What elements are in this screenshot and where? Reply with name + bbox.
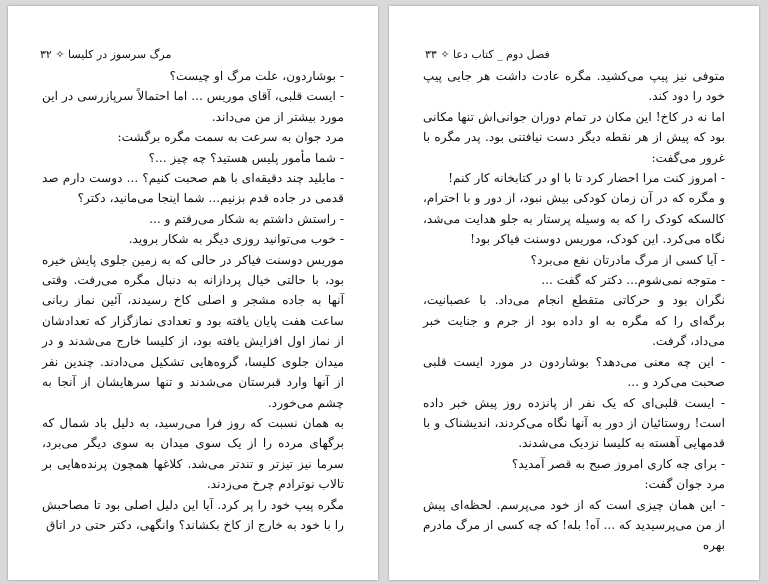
paragraph: - متوجه نمی‌شوم... دکتر که گفت ... [541,273,725,288]
paragraph: به همان نسبت که روز فرا می‌رسید، به دلیل باد شمال که برگهای مرده را از یک سوی میدان به سوی دیگر می‌برد، سرما نیز تیزتر و تندتر می‌شد. کلاغها همچون پرنده‌هایی بر تالاب نوترادم چرخ می‌زدند. [42,415,344,492]
paragraph: اما نه در کاخ! این مکان در تمام دوران جوانی‌اش تنها مکانی بود که پیش از هر نقطه دیگر دست نیافتنی بود. پدر مگره با غرور می‌گفت: [423,109,725,165]
left-page-body [42,66,344,535]
paragraph: - ایست قلبی‌ای که یک نفر از پانزده روز پیش خبر داده است! روستائیان از دور به آنها نگاه می‌کردند، اندیشناک و با قدمهایی آهسته به کلیسا نزدیک می‌شدند. [423,395,725,451]
paragraph: مرد جوان گفت: [644,477,725,492]
right-page [389,6,759,580]
paragraph: - شما مأمور پلیس هستید؟ چه چیز ...؟ [148,150,344,165]
paragraph: - این همان چیزی است که از خود می‌پرسم. لحظه‌ای پیش از من می‌پرسیدید که ... آه! بله! که چه کسی از مرگ مادرم بهره [423,497,725,553]
paragraph: - خوب می‌توانید روزی دیگر به شکار بروید. [128,232,344,247]
paragraph: - آیا کسی از مرگ مادرتان نفع می‌برد؟ [530,252,725,267]
paragraph: متوفی نیز پیپ می‌کشید. مگره عادت داشت هر جایی پیپ خود را دود کند. [423,69,725,104]
paragraph: - امروز کنت مرا احضار کرد تا با او در کتابخانه کار کنم! [448,171,725,186]
paragraph: - برای چه کاری امروز صبح به قصر آمدید؟ [511,456,725,471]
left-page [8,6,378,580]
paragraph: - بوشاردون، علت مرگ او چیست؟ [169,69,344,83]
paragraph: مگره پیپ خود را پر کرد. آیا این دلیل اصلی بود تا مصاحبش را با خود به خارج از کاخ بکشاند؟ وانگهی، دکتر حتی در اتاق [42,497,344,532]
paragraph: - ایست قلبی، آقای موریس ... اما احتمالاً سرپازرسی در این مورد بیشتر از من می‌داند. [42,89,344,124]
left-page-header: ۳۲ ✧ مرگ سرسوز در کلیسا [40,48,172,61]
right-page-header: فصل دوم _ کتاب دعا ✧ ۳۳ [425,48,550,61]
paragraph: موریس دوسنت فیاکر در حالی که به زمین جلوی پایش خیره بود، با حالتی خیال پردازانه به دنبال مگره می‌رفت. وقتی آنها به جاده مشجر و اصلی کاخ رسیدند، آئین نماز ربانی ساعت هفت پایان یافته بود و تعدادی نمازگزار که تعدادشان از نماز اول افزایش یافته بود، از کلیسا خارج می‌شدند و در میدان جلوی کلیسا، گروه‌هایی تشکیل می‌دادند. چندین نفر از آنها وارد قبرستان می‌شدند و تنها سرهایشان از آنجا به چشم می‌خورد. [42,252,344,410]
right-page-body [423,66,725,556]
paragraph: و مگره که در آن زمان کودکی بیش نبود، از دور و با احترام، کالسکه کودک را که به وسیله پرستار به جلو هدایت می‌شد، نگاه می‌کرد. این کودک، موریس دوسنت فیاکر بود! [423,191,725,247]
paragraph: - مایلید چند دقیقه‌ای با هم صحبت کنیم؟ ... دوست دارم صد قدمی در جاده قدم بزنیم... شما اینجا می‌مانید، دکتر؟ [42,171,344,206]
paragraph: - راستش داشتم به شکار می‌رفتم و ... [149,211,344,226]
paragraph: - این چه معنی می‌دهد؟ بوشاردون در مورد ایست قلبی صحبت می‌کرد و ... [423,354,725,390]
paragraph: مرد جوان به سرعت به سمت مگره برگشت: [117,130,344,145]
paragraph: نگران بود و حرکاتی متقطع انجام می‌داد. با عصبانیت، برگه‌ای را که مگره به او داده بود از جرم و جنایت خبر می‌داد، گرفت. [423,293,725,349]
